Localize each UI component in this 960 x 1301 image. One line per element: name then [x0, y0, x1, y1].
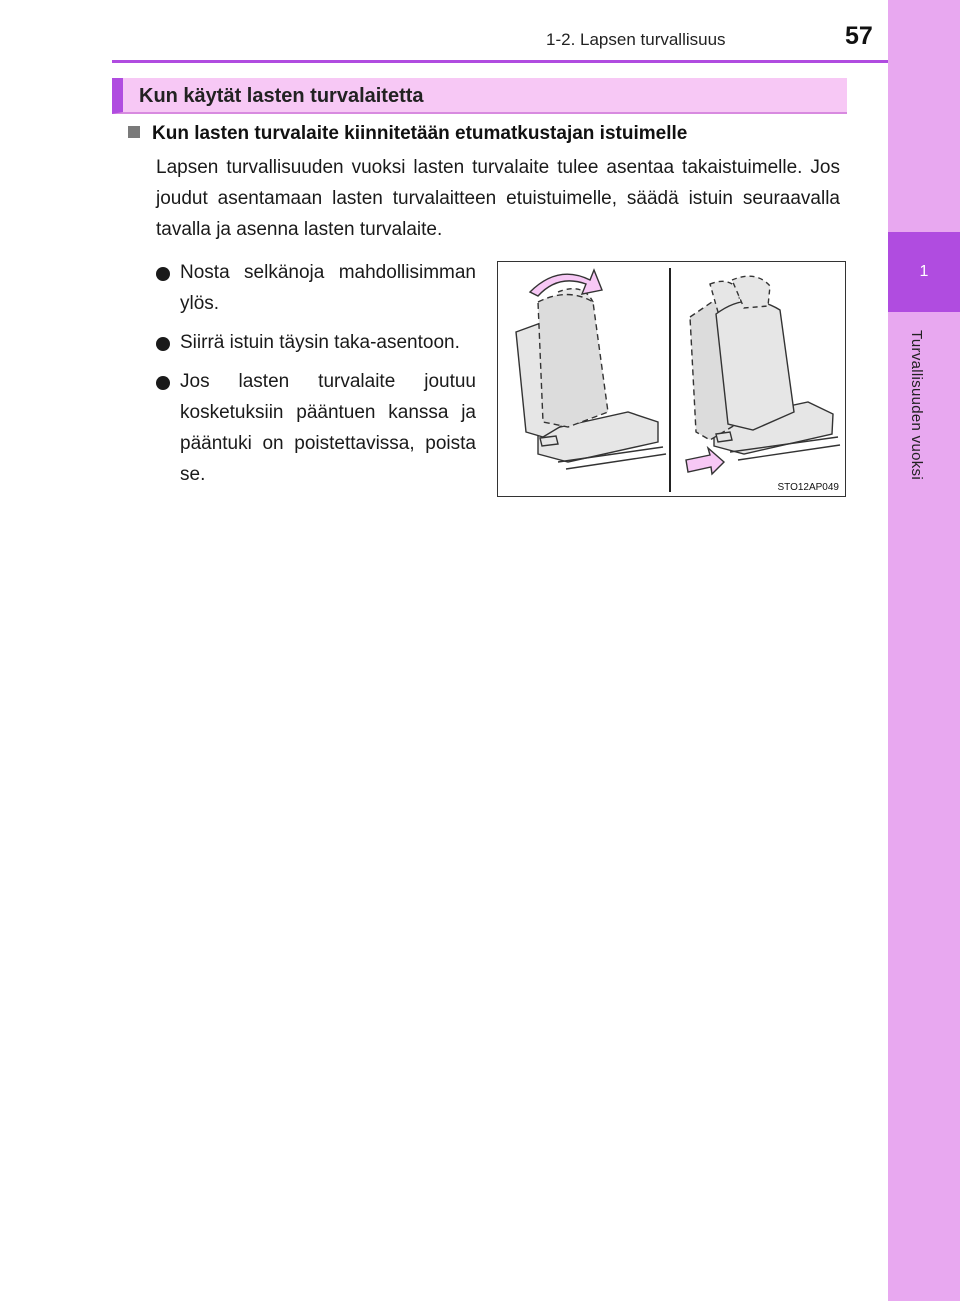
bullet-text: Siirrä istuin täysin taka-asentoon.	[180, 332, 460, 353]
list-item	[156, 327, 476, 358]
side-tab-strip	[888, 0, 960, 1301]
subsection-heading-text: Kun lasten turvalaite kiinnitetään etumatkustajan istuimelle	[152, 123, 688, 144]
intro-paragraph: Lapsen turvallisuuden vuoksi lasten turvalaite tulee asentaa takaistuimelle. Jos joudut asentamaan lasten turvalaitteen etuistuimelle, säädä istuin seuraavalla tavalla ja asenna lasten turvalaite.	[156, 157, 840, 240]
seat-slide-back-drawing	[690, 276, 840, 460]
chapter-label: Turvallisuuden vuoksi	[908, 330, 925, 480]
section-title: Kun käytät lasten turvalaitetta	[139, 85, 424, 107]
bullet-dot-icon	[156, 337, 170, 351]
list-item	[156, 366, 476, 490]
list-item	[156, 257, 476, 319]
bullet-text: Nosta selkänoja mahdollisimman ylös.	[180, 262, 476, 314]
slide-arrow-icon	[686, 448, 724, 474]
seat-backrest-raise-drawing	[516, 289, 666, 469]
header-rule	[112, 60, 888, 63]
chapter-number: 1	[919, 263, 929, 280]
seat-adjustment-figure	[497, 261, 846, 497]
bullet-list	[156, 257, 476, 498]
square-bullet-icon	[128, 126, 140, 138]
running-header: 1-2. Lapsen turvallisuus	[546, 30, 726, 49]
bullet-text: Jos lasten turvalaite joutuu kosketuksiin pääntuen kanssa ja pääntuki on poistettavissa, poista se.	[180, 371, 476, 485]
page-number: 57	[845, 22, 873, 50]
subsection-heading	[128, 123, 848, 145]
section-heading-band	[112, 78, 847, 114]
figure-code: STO12AP049	[777, 482, 839, 493]
seat-illustration	[498, 262, 844, 495]
chapter-tab[interactable]	[888, 232, 960, 312]
bullet-dot-icon	[156, 267, 170, 281]
bullet-dot-icon	[156, 376, 170, 390]
